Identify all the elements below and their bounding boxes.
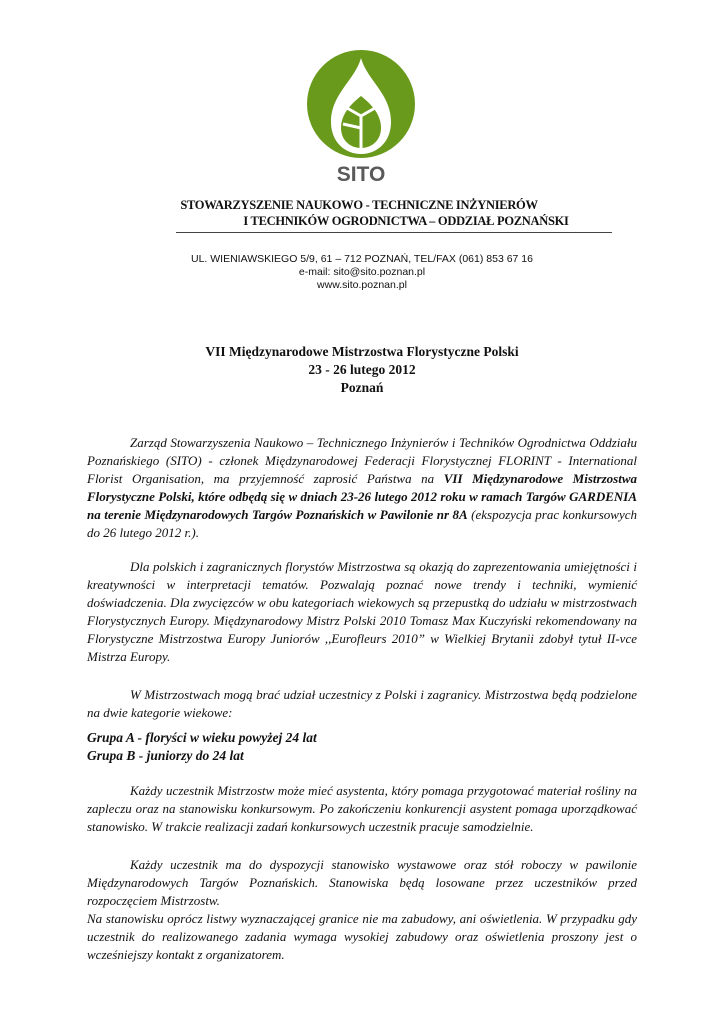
group-a: Grupa A - floryści w wieku powyżej 24 lat	[87, 730, 317, 745]
group-b: Grupa B - juniorzy do 24 lat	[87, 748, 244, 763]
email-line: e-mail: sito@sito.poznan.pl	[298, 266, 426, 278]
paragraph-invitation	[87, 434, 637, 542]
org-name-line1: STOWARZYSZENIE NAUKOWO - TECHNICZNE INŻYNIERÓW	[180, 198, 538, 212]
logo-text: SITO	[336, 163, 386, 186]
paragraph-purpose: Dla polskich i zagranicznych florystów Mistrzostwa są okazją do zaprezentowania umiejętności i kreatywności w interpretacji tematów. Pozwalają poznać nowe trendy i techniki, wymienić doświadczenia. Dla zwycięzców w obu kategoriach wiekowych są przepustką do udziału w mistrzostwach Florystycznych Europy. Międzynarodowy Mistrz Polski 2010 Tomasz Max Kuczyński rekomendowany na Florystyczne Mistrzostwa Europy Juniorów ,,Eurofleurs 2010” w Wielkiej Brytanii zdobył tytuł II-vce Mistrza Europy.	[87, 559, 637, 664]
age-groups	[87, 729, 637, 765]
paragraph-participants: W Mistrzostwach mogą brać udział uczestnicy z Polski i zagranicy. Mistrzostwa będą podzielone na dwie kategorie wiekowe:	[87, 687, 637, 720]
paragraph-assistant: Każdy uczestnik Mistrzostw może mieć asystenta, który pomaga przygotować materiał rośliny na zapleczu oraz na stanowisku konkursowym. Po zakończeniu konkurencji asystent pomaga uporządkować stanowisko. W trakcie realizacji zadań konkursowych uczestnik pracuje samodzielnie.	[87, 783, 637, 834]
header-divider	[176, 232, 612, 233]
sito-logo	[305, 50, 417, 186]
website-line: www.sito.poznan.pl	[317, 279, 407, 291]
invitation-text: Zarząd Stowarzyszenia Naukowo – Technicznego Inżynierów i Techników Ogrodnictwa Oddziału Poznańskiego (SITO) - członek Międzynarodowej Federacji Florystycznej FLORINT - International Florist Organisation, ma przyjemność zaprosić Państwa na	[87, 435, 637, 486]
address-line: UL. WIENIAWSKIEGO 5/9, 61 – 712 POZNAŃ, TEL/FAX (061) 853 67 16	[191, 253, 533, 265]
invitation-note: (ekspozycja prac konkursowych do 26 lutego 2012 r.).	[87, 507, 637, 540]
invitation-bold-text: VII Międzynarodowe Mistrzostwa Florystyczne Polski, które odbędą się w dniach 23-26 lutego 2012 roku w ramach Targów GARDENIA na terenie Międzynarodowych Targów Poznańskich w Pawilonie nr 8A	[87, 471, 637, 522]
org-name-line2: I TECHNIKÓW OGRODNICTWA – ODDZIAŁ POZNAŃSKI	[243, 214, 569, 228]
event-title: VII Międzynarodowe Mistrzostwa Florystyczne Polski	[205, 344, 519, 359]
paragraph-stands: Każdy uczestnik ma do dyspozycji stanowisko wystawowe oraz stół roboczy w pawilonie Międzynarodowych Targów Poznańskich. Stanowiska będą losowane przez uczestników przed rozpoczęciem Mistrzostw.	[87, 857, 637, 908]
event-location: Poznań	[340, 380, 384, 395]
event-dates: 23 - 26 lutego 2012	[308, 362, 416, 377]
paragraph-lighting: Na stanowisku oprócz listwy wyznaczającej granice nie ma zabudowy, ani oświetlenia. W przypadku gdy uczestnik do realizowanego zadania wymaga wysokiej zabudowy oraz oświetlenia proszony jest o wcześniejszy kontakt z organizatorem.	[87, 911, 637, 962]
